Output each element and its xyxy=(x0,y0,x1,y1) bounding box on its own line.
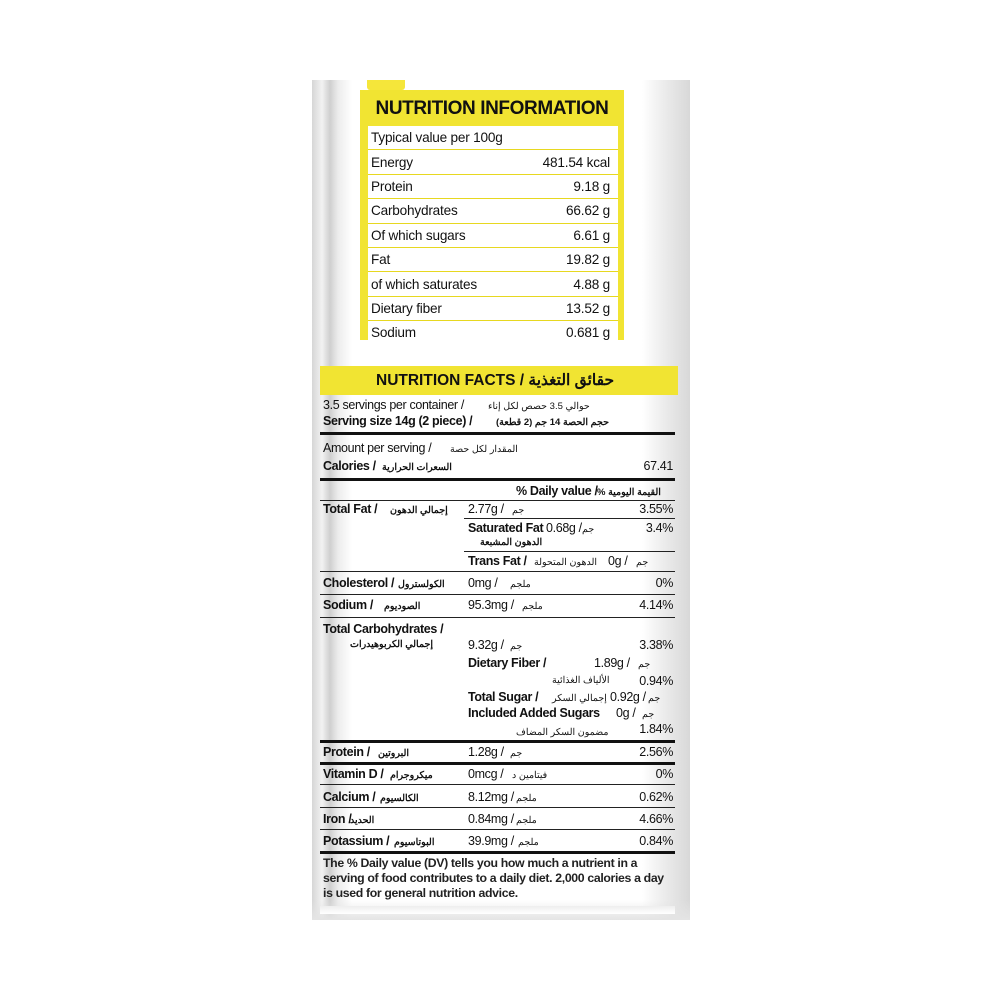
total-sugar-label: Total Sugar / xyxy=(468,690,539,704)
sodium-amount: 95.3mg / xyxy=(468,598,514,612)
nutrient-value: 19.82 g xyxy=(566,252,610,268)
vitamin-d-dv: 0% xyxy=(655,767,673,781)
protein-unit-ar: جم xyxy=(510,748,523,759)
package-tab xyxy=(367,80,405,90)
iron-dv: 4.66% xyxy=(639,812,673,826)
nutrition-facts-title-text: NUTRITION FACTS / حقائق التغذية xyxy=(376,372,615,389)
nutrition-information-row xyxy=(368,149,618,173)
total-sugar-amount: 0.92g / xyxy=(610,690,646,704)
calcium-label-ar: الكالسيوم xyxy=(380,793,419,804)
divider xyxy=(320,784,675,785)
vitamin-d-unit-ar: فيتامين د xyxy=(512,770,548,781)
nutrient-label: Energy xyxy=(371,154,413,170)
total-carbs-amount: 9.32g / xyxy=(468,638,504,652)
total-fat-dv: 3.55% xyxy=(639,502,673,516)
saturated-fat-label-ar: الدهون المشبعة xyxy=(480,537,543,548)
nutrient-value: 6.61 g xyxy=(573,227,610,243)
total-fat-amount: 2.77g / xyxy=(468,502,504,516)
total-carbs-label-ar: إجمالي الكربوهيدرات xyxy=(350,639,433,650)
iron-label-ar: الحديد xyxy=(350,815,375,826)
trans-fat-amount: 0g / xyxy=(608,554,628,568)
divider-thick xyxy=(320,851,675,854)
calcium-dv: 0.62% xyxy=(639,790,673,804)
nutrient-label: Sodium xyxy=(371,325,416,341)
added-sugars-unit-ar: جم xyxy=(642,709,655,720)
divider xyxy=(320,617,675,618)
total-fat-label: Total Fat / xyxy=(323,502,378,516)
iron-label: Iron / xyxy=(323,812,352,826)
cholesterol-amount: 0mg / xyxy=(468,576,498,590)
potassium-unit-ar: ملجم xyxy=(518,837,539,848)
nutrient-label: of which saturates xyxy=(371,276,477,292)
nutrient-value: 9.18 g xyxy=(573,178,610,194)
total-carbs-label: Total Carbohydrates / xyxy=(323,622,444,636)
nutrient-label: Carbohydrates xyxy=(371,203,458,219)
nutrient-value: 66.62 g xyxy=(566,203,610,219)
vitamin-d-amount: 0mcg / xyxy=(468,767,504,781)
iron-unit-ar: ملجم xyxy=(516,815,537,826)
cholesterol-dv: 0% xyxy=(655,576,673,590)
nutrition-information-table xyxy=(368,126,618,345)
divider xyxy=(320,829,675,830)
dietary-fiber-label-ar: الألياف الغذائية xyxy=(552,675,610,686)
nutrition-information-row xyxy=(368,126,618,149)
added-sugars-dv: 1.84% xyxy=(639,722,673,736)
cholesterol-label-ar: الكولسترول xyxy=(398,579,445,590)
trans-fat-unit-ar: جم xyxy=(636,557,649,568)
nutrition-information-row xyxy=(368,174,618,198)
potassium-label-ar: البوتاسيوم xyxy=(394,837,435,848)
sodium-unit-ar: ملجم xyxy=(522,601,543,612)
calories-value: 67.41 xyxy=(643,459,673,473)
amount-per-serving-ar: المقدار لكل حصة xyxy=(450,444,518,455)
total-fat-unit-ar: جم xyxy=(512,505,525,516)
saturated-fat-unit-ar: جم xyxy=(582,524,595,535)
package-fade xyxy=(320,906,675,914)
trans-fat-label: Trans Fat / xyxy=(468,554,527,568)
divider xyxy=(320,500,675,501)
cholesterol-label: Cholesterol / xyxy=(323,576,395,590)
total-carbs-unit-ar: جم xyxy=(510,641,523,652)
divider xyxy=(464,518,675,519)
nutrition-information-row xyxy=(368,198,618,222)
divider-thick xyxy=(320,432,675,435)
nutrient-label: Typical value per 100g xyxy=(371,130,503,146)
divider xyxy=(464,551,675,552)
nutrition-information-row xyxy=(368,271,618,295)
saturated-fat-dv: 3.4% xyxy=(645,521,673,535)
vitamin-d-label-ar: ميكروجرام xyxy=(390,770,433,781)
dietary-fiber-label: Dietary Fiber / xyxy=(468,656,547,670)
total-sugar-unit-ar: جم xyxy=(648,693,661,704)
saturated-fat-amount: 0.68g / xyxy=(546,521,582,535)
protein-amount: 1.28g / xyxy=(468,745,504,759)
daily-value-footnote: The % Daily value (DV) tells you how much a nutrient in a serving of food contributes to a daily diet. 2,000 calories a day is used for general nutrition advice. xyxy=(323,856,664,900)
protein-dv: 2.56% xyxy=(639,745,673,759)
nutrition-information-row xyxy=(368,296,618,320)
divider-thick xyxy=(320,762,675,765)
nutrition-facts-title xyxy=(320,366,678,395)
calcium-label: Calcium / xyxy=(323,790,376,804)
dietary-fiber-amount: 1.89g / xyxy=(594,656,630,670)
amount-per-serving: Amount per serving / xyxy=(323,441,432,455)
calories-label-ar: السعرات الحرارية xyxy=(382,462,452,473)
nutrient-label: Of which sugars xyxy=(371,227,466,243)
divider-thick xyxy=(320,740,675,743)
total-carbs-dv: 3.38% xyxy=(639,638,673,652)
added-sugars-amount: 0g / xyxy=(616,706,636,720)
potassium-label: Potassium / xyxy=(323,834,390,848)
serving-size-ar: حجم الحصة 14 جم (2 قطعة) xyxy=(496,417,609,428)
calcium-unit-ar: ملجم xyxy=(516,793,537,804)
daily-value-header: % Daily value / xyxy=(516,484,598,498)
saturated-fat-label: Saturated Fat xyxy=(468,521,544,535)
total-sugar-label-ar: إجمالي السكر xyxy=(552,693,607,704)
added-sugars-label-ar: مضمون السكر المضاف xyxy=(516,727,609,738)
divider xyxy=(320,571,675,572)
calcium-amount: 8.12mg / xyxy=(468,790,514,804)
nutrition-information-row xyxy=(368,320,618,344)
divider-thick xyxy=(320,478,675,481)
servings-per-container-ar: حوالي 3.5 حصص لكل إناء xyxy=(488,401,590,412)
nutrient-value: 481.54 kcal xyxy=(542,154,610,170)
nutrient-label: Dietary fiber xyxy=(371,300,442,316)
protein-label: Protein / xyxy=(323,745,370,759)
nutrition-information-panel xyxy=(360,90,624,340)
potassium-amount: 39.9mg / xyxy=(468,834,514,848)
servings-per-container: 3.5 servings per container / xyxy=(323,398,464,412)
dietary-fiber-unit-ar: جم xyxy=(638,659,651,670)
nutrient-value: 13.52 g xyxy=(566,300,610,316)
added-sugars-label: Included Added Sugars xyxy=(468,706,600,720)
daily-value-header-ar: % القيمة اليومية xyxy=(597,487,661,498)
nutrition-information-row xyxy=(368,223,618,247)
calories-label: Calories / xyxy=(323,459,376,473)
serving-size: Serving size 14g (2 piece) / xyxy=(323,414,473,428)
iron-amount: 0.84mg / xyxy=(468,812,514,826)
sodium-label: Sodium / xyxy=(323,598,373,612)
nutrition-information-row xyxy=(368,247,618,271)
nutrient-label: Protein xyxy=(371,178,413,194)
nutrition-facts-panel xyxy=(320,366,678,914)
divider xyxy=(320,807,675,808)
protein-label-ar: البروتين xyxy=(378,748,409,759)
sodium-label-ar: الصوديوم xyxy=(384,601,421,612)
sodium-dv: 4.14% xyxy=(639,598,673,612)
cholesterol-unit-ar: ملجم xyxy=(510,579,531,590)
nutrient-value: 0.681 g xyxy=(566,325,610,341)
nutrient-value: 4.88 g xyxy=(573,276,610,292)
potassium-dv: 0.84% xyxy=(639,834,673,848)
dietary-fiber-dv: 0.94% xyxy=(639,674,673,688)
divider xyxy=(320,594,675,595)
nutrient-label: Fat xyxy=(371,252,391,268)
vitamin-d-label: Vitamin D / xyxy=(323,767,384,781)
nutrition-information-title: NUTRITION INFORMATION xyxy=(375,98,609,119)
trans-fat-label-ar: الدهون المتحولة xyxy=(534,557,597,568)
total-fat-label-ar: إجمالي الدهون xyxy=(390,505,448,516)
